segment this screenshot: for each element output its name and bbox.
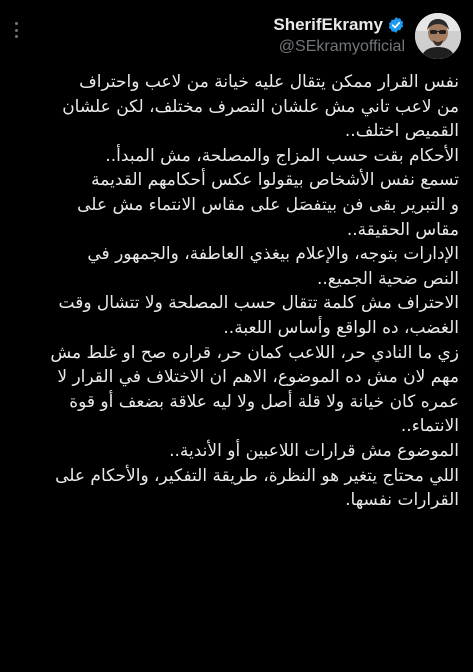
author-names bbox=[273, 14, 405, 58]
author-handle[interactable]: @SEkramyofficial bbox=[278, 38, 405, 55]
tweet-text bbox=[14, 70, 459, 513]
tweet-text-line: النص ضحية الجميع.. bbox=[316, 268, 459, 289]
tweet-text-line: الاحتراف مش كلمة تتقال حسب المصلحة ولا تتشال وقت bbox=[58, 293, 459, 314]
more-icon-dot bbox=[15, 35, 18, 38]
tweet-text-line: اللي محتاج يتغير هو النظرة، طريقة التفكير، والأحكام على bbox=[55, 465, 459, 486]
display-name-row bbox=[273, 14, 405, 36]
tweet-text-line: الموضوع مش قرارات اللاعبين أو الأندية.. bbox=[169, 440, 459, 461]
tweet-header bbox=[273, 8, 461, 64]
tweet-text-line: عمره كان خيانة ولا قلة أصل ولا ليه علاقة بضعف أو قوة bbox=[69, 391, 459, 412]
tweet-text-line: القميص اختلف.. bbox=[344, 121, 459, 142]
tweet-text-line: تسمع نفس الأشخاص بيقولوا عكس أحكامهم القديمة bbox=[91, 170, 459, 191]
more-icon[interactable] bbox=[8, 22, 24, 38]
author-display-name[interactable]: SherifEkramy bbox=[273, 15, 383, 34]
tweet-text-line: الانتماء.. bbox=[400, 416, 459, 437]
avatar-portrait bbox=[415, 13, 461, 59]
avatar[interactable] bbox=[415, 13, 461, 59]
tweet-text-line: الغضب، ده الواقع وأساس اللعبة.. bbox=[223, 317, 459, 338]
tweet-text-line: مهم لان مش ده الموضوع، الاهم ان الاختلاف في القرار لا bbox=[57, 367, 459, 388]
tweet-text-line: الأحكام بقت حسب المزاج والمصلحة، مش المبدأ.. bbox=[105, 145, 459, 166]
tweet-text-line: و التبرير بقى فن بيتفصَل على مقاس الانتماء مش على bbox=[77, 194, 459, 215]
tweet-text-line: الإدارات بتوجه، والإعلام بيغذي العاطفة، والجمهور في bbox=[87, 244, 459, 265]
tweet-text-line: من لاعب تاني مش علشان التصرف مختلف، لكن علشان bbox=[62, 96, 459, 117]
verified-badge-icon bbox=[387, 16, 405, 34]
tweet-text-line: القرارات نفسها. bbox=[345, 490, 459, 511]
tweet-text-line: مقاس الحقيقة.. bbox=[346, 219, 459, 240]
more-icon-dot bbox=[15, 22, 18, 25]
tweet-text-line: زي ما النادي حر، اللاعب كمان حر، قراره صح او غلط مش bbox=[50, 342, 459, 363]
tweet-text-line: نفس القرار ممكن يتقال عليه خيانة من لاعب واحتراف bbox=[79, 72, 459, 92]
more-icon-dot bbox=[15, 29, 18, 32]
